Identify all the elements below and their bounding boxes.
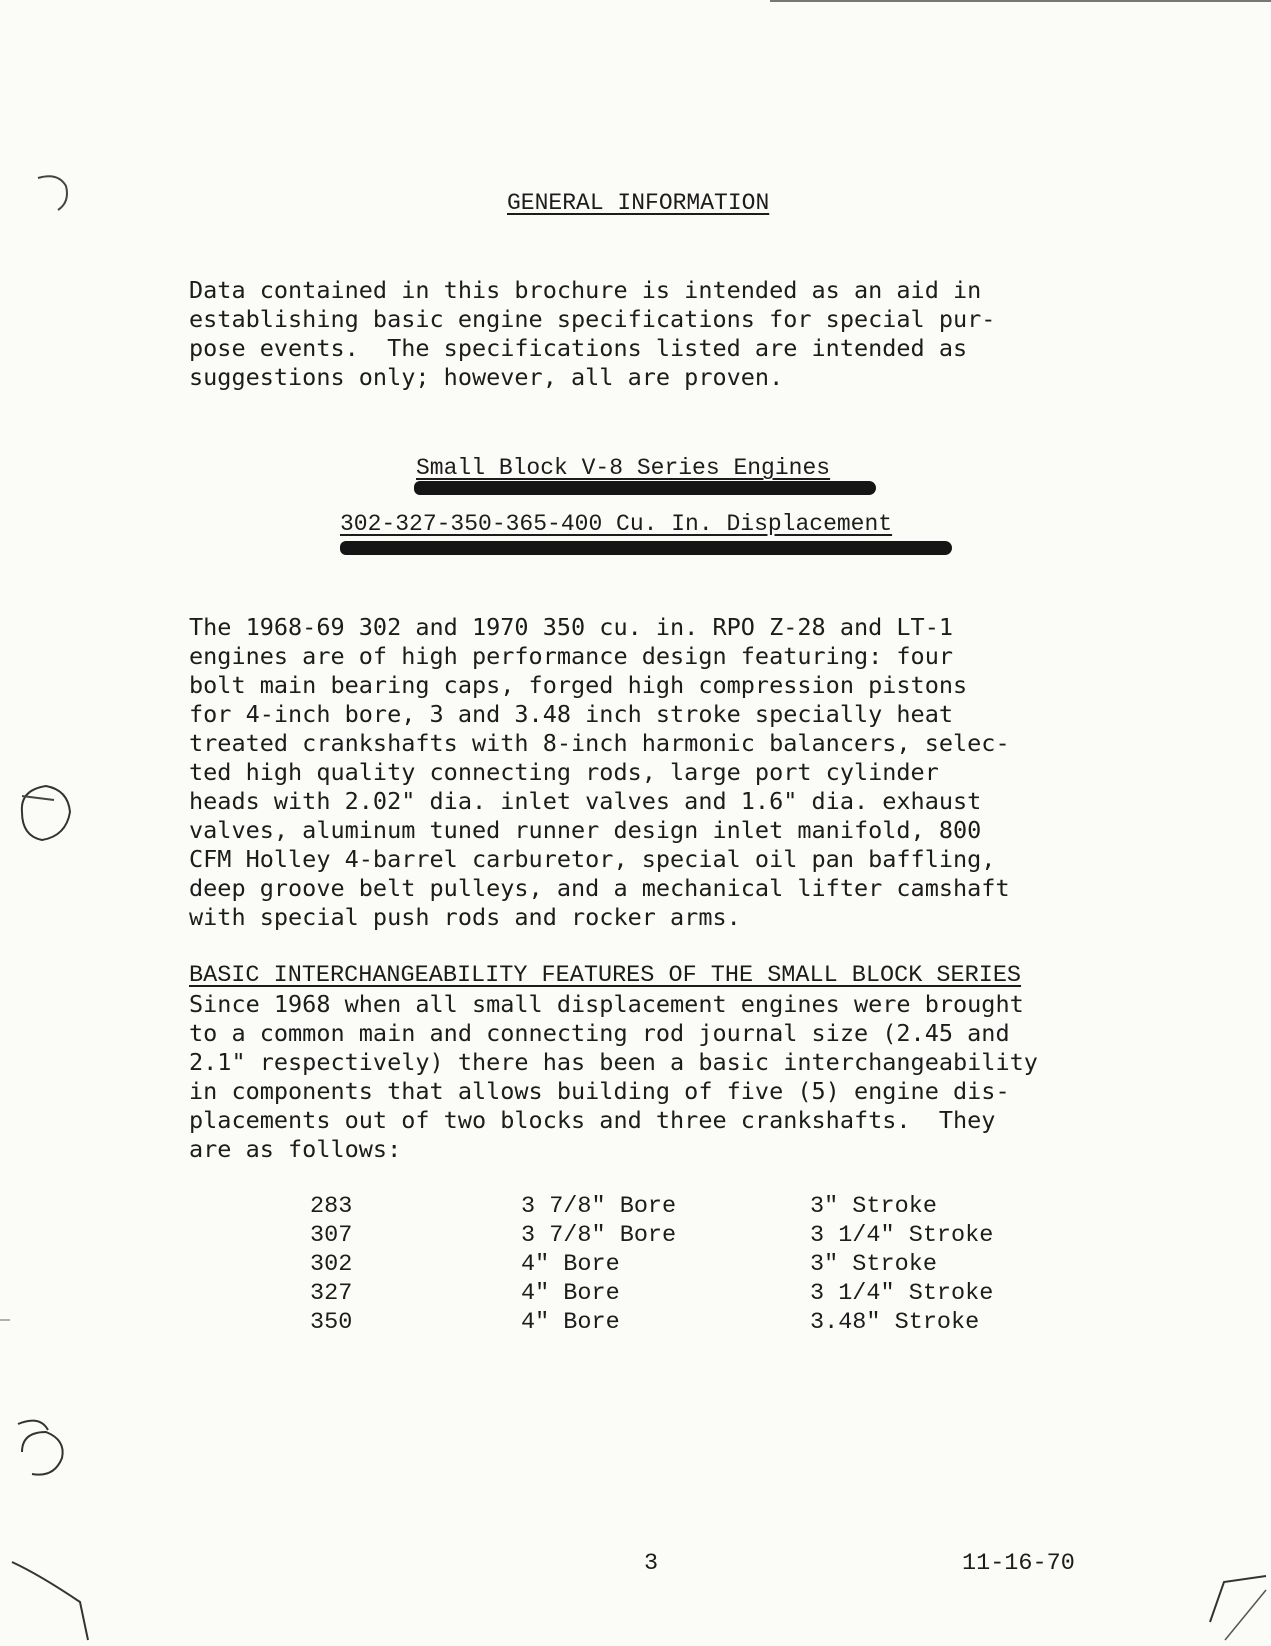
stroke-cell: 3" Stroke	[810, 1193, 937, 1220]
bore-cell: 4" Bore	[521, 1309, 620, 1336]
subtitle-redaction-bar	[340, 541, 952, 555]
table-row	[0, 1251, 1271, 1280]
interchangeability-paragraph: Since 1968 when all small displacement engines were brought to a common main and connecting rod journal size (2.45 and 2.1" respectively) there has been a basic interchangeability in components that allows building of five (5) engine dis- placements out of two blocks and three crankshafts. They are as follows:	[189, 990, 1038, 1163]
section-title: Small Block V-8 Series Engines	[416, 455, 831, 481]
displacement-cell: 283	[310, 1193, 353, 1220]
bore-cell: 4" Bore	[521, 1280, 620, 1307]
page-number: 3	[644, 1550, 659, 1577]
displacement-cell: 327	[310, 1280, 353, 1307]
stroke-cell: 3 1/4" Stroke	[810, 1280, 994, 1307]
bore-cell: 3 7/8" Bore	[521, 1222, 677, 1249]
document-date: 11-16-70	[962, 1550, 1075, 1577]
engine-description-paragraph: The 1968-69 302 and 1970 350 cu. in. RPO Z-28 and LT-1 engines are of high performance design featuring: four bolt main bearing caps, forged high compression pistons for 4-inch bore, 3 and 3.48 inch stroke specially heat treated crankshafts with 8-inch harmonic balancers, selec- ted high quality connecting rods, large port cylinder heads with 2.02" dia. inlet valves and 1.6" dia. exhaust valves, aluminum tuned runner design inlet manifold, 800 CFM Holley 4-barrel carburetor, special oil pan baffling, deep groove belt pulleys, and a mechanical lifter camshaft with special push rods and rocker arms.	[189, 613, 1010, 931]
table-row	[0, 1222, 1271, 1251]
table-row	[0, 1309, 1271, 1338]
general-information-heading: GENERAL INFORMATION	[507, 190, 770, 216]
section-subtitle: 302-327-350-365-400 Cu. In. Displacement	[340, 511, 893, 537]
bore-cell: 3 7/8" Bore	[521, 1193, 677, 1220]
stroke-cell: 3 1/4" Stroke	[810, 1222, 994, 1249]
table-row	[0, 1280, 1271, 1309]
general-information-paragraph: Data contained in this brochure is intended as an aid in establishing basic engine specifications for special pur- pose events. The specifications listed are intended as suggestions only; however, all are proven.	[189, 276, 996, 391]
bore-cell: 4" Bore	[521, 1251, 620, 1278]
displacement-cell: 302	[310, 1251, 353, 1278]
stroke-cell: 3" Stroke	[810, 1251, 937, 1278]
displacement-cell: 307	[310, 1222, 353, 1249]
scan-top-edge	[770, 0, 1271, 2]
table-row	[0, 1193, 1271, 1222]
interchangeability-heading: BASIC INTERCHANGEABILITY FEATURES OF THE SMALL BLOCK SERIES	[189, 962, 1022, 989]
title-redaction-bar	[414, 481, 876, 495]
displacement-cell: 350	[310, 1309, 353, 1336]
stroke-cell: 3.48" Stroke	[810, 1309, 980, 1336]
